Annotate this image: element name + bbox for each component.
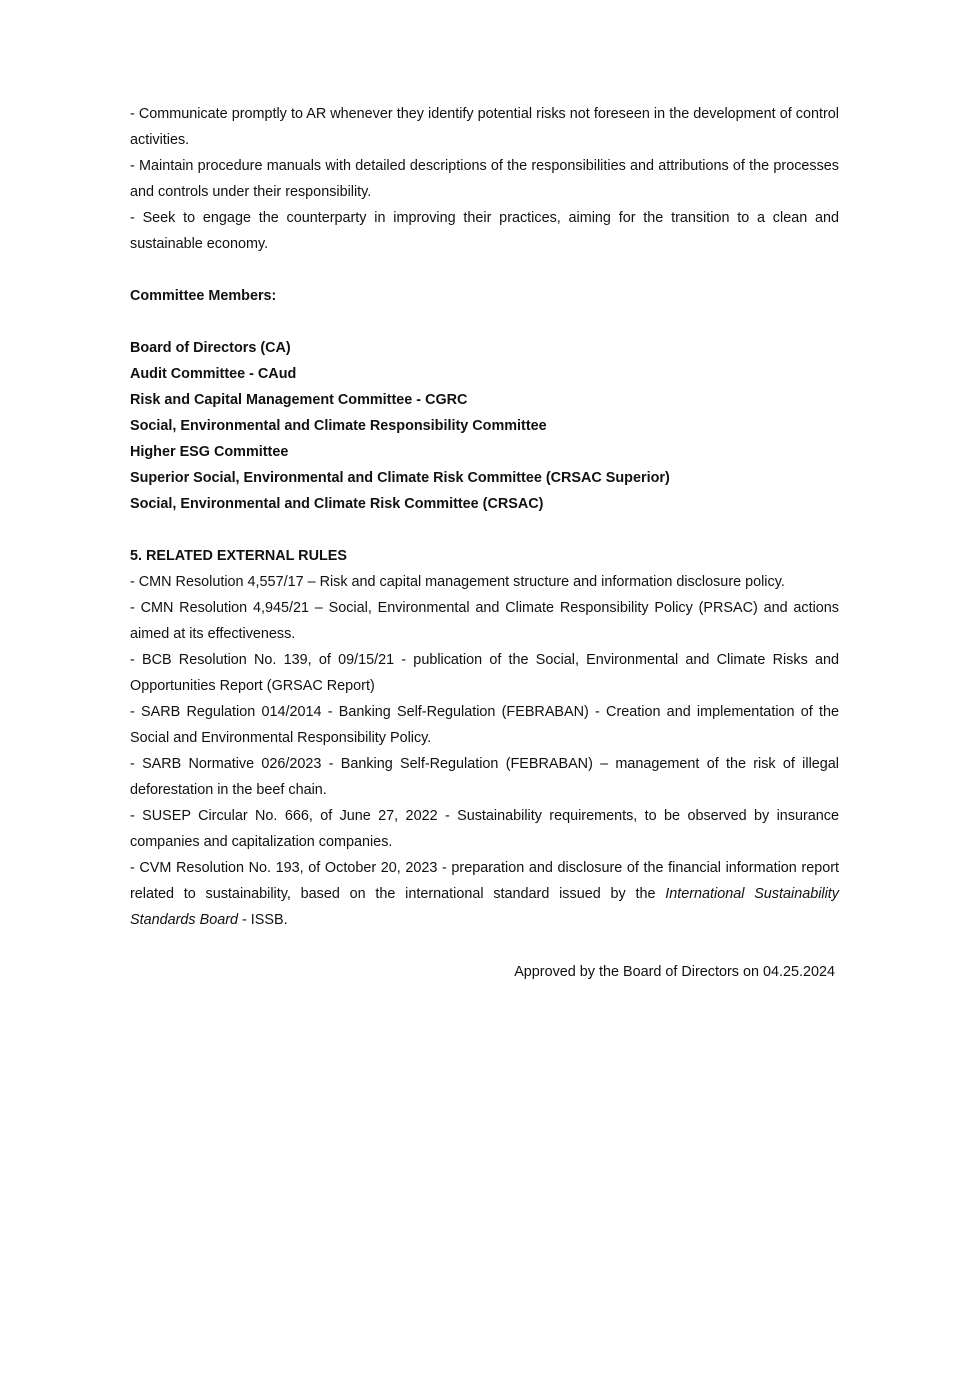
committee-member: Board of Directors (CA): [130, 340, 291, 356]
committee-member: Higher ESG Committee: [130, 444, 289, 460]
committee-member: Audit Committee - CAud: [130, 366, 297, 382]
rule-item: - SARB Regulation 014/2014 - Banking Self-Regulation (FEBRABAN) - Creation and implementation of the Social and Environmental Responsibility Policy.: [130, 704, 839, 746]
rule-item: - SARB Normative 026/2023 - Banking Self-Regulation (FEBRABAN) – management of the risk of illegal deforestation in the beef chain.: [130, 756, 839, 798]
rule-item: - CMN Resolution 4,945/21 – Social, Environmental and Climate Responsibility Policy (PRSAC) and actions aimed at its effectiveness.: [130, 600, 839, 642]
bullet-procedure-manuals: - Maintain procedure manuals with detailed descriptions of the responsibilities and attributions of the processes and controls under their responsibility.: [130, 158, 839, 200]
spacer: [130, 309, 839, 335]
external-rules-heading: 5. RELATED EXTERNAL RULES: [130, 548, 347, 564]
committee-member: Superior Social, Environmental and Climate Risk Committee (CRSAC Superior): [130, 470, 670, 486]
committee-member: Risk and Capital Management Committee - CGRC: [130, 392, 468, 408]
rule-item-cvm: [130, 855, 839, 933]
spacer: [130, 257, 839, 283]
document-page: [130, 101, 839, 985]
committee-member: Social, Environmental and Climate Risk Committee (CRSAC): [130, 496, 544, 512]
committee-list: [130, 335, 839, 517]
external-rules-list: [130, 569, 839, 933]
committee-member: Social, Environmental and Climate Responsibility Committee: [130, 418, 547, 434]
spacer: [130, 517, 839, 543]
rule-item-prefix: - CVM Resolution No. 193, of October 20, 2023 - preparation and disclosure of the financial information report related to sustainability, based on the international standard issued by the: [130, 860, 839, 902]
bullet-communicate: - Communicate promptly to AR whenever they identify potential risks not foreseen in the development of control activities.: [130, 106, 839, 148]
rule-item: - CMN Resolution 4,557/17 – Risk and capital management structure and information disclosure policy.: [130, 574, 785, 590]
rule-item-italic: International Sustainability Standards Board: [130, 886, 840, 928]
spacer: [130, 933, 839, 959]
rule-item-suffix: - ISSB.: [238, 912, 288, 928]
rule-item: - BCB Resolution No. 139, of 09/15/21 - publication of the Social, Environmental and Climate Risks and Opportunities Report (GRSAC Report): [130, 652, 839, 694]
bullet-engage-counterparty: - Seek to engage the counterparty in improving their practices, aiming for the transition to a clean and sustainable economy.: [130, 210, 839, 252]
committee-heading: Committee Members:: [130, 288, 277, 304]
rule-item: - SUSEP Circular No. 666, of June 27, 2022 - Sustainability requirements, to be observed by insurance companies and capitalization companies.: [130, 808, 839, 850]
approval-note: Approved by the Board of Directors on 04.25.2024: [514, 964, 835, 980]
